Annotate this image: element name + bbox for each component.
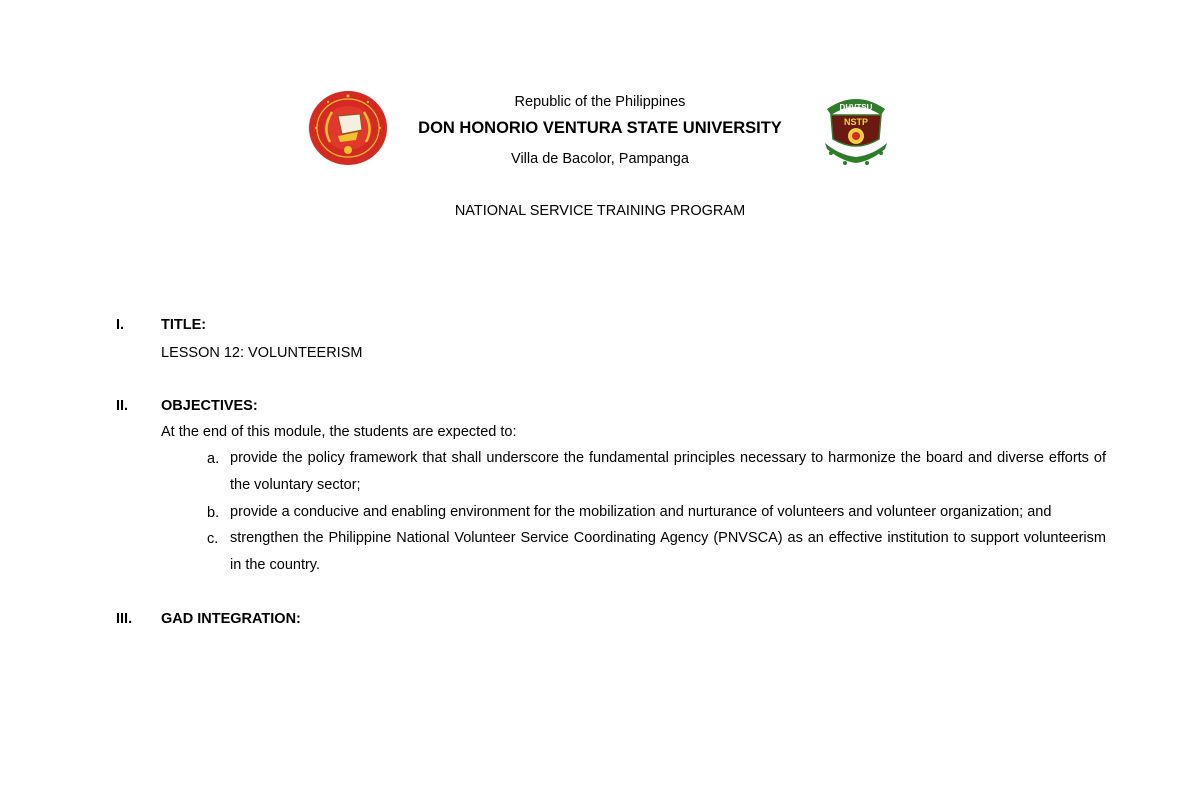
section-heading-gad: GAD INTEGRATION: — [161, 611, 301, 627]
section-heading-objectives: OBJECTIVES: — [161, 398, 258, 414]
section-number: III. — [116, 611, 133, 627]
objectives-intro: At the end of this module, the students are expected to: — [161, 424, 517, 440]
objective-item: strengthen the Philippine National Volunteer Service Coordinating Agency (PNVSCA) as an effective institution to support volunteerism in the country. — [230, 530, 1106, 573]
university-name: DON HONORIO VENTURA STATE UNIVERSITY — [418, 119, 782, 137]
objective-marker: a. — [207, 451, 220, 467]
section-number: II. — [116, 398, 129, 414]
objective-item: provide the policy framework that shall underscore the fundamental principles necessary to harmonize the board and diverse efforts of the voluntary sector; — [230, 450, 1106, 493]
program-title: NATIONAL SERVICE TRAINING PROGRAM — [454, 203, 746, 219]
objective-marker: c. — [207, 531, 219, 547]
logo-shield-text: NSTP — [843, 117, 869, 127]
university-location: Villa de Bacolor, Pampanga — [511, 151, 689, 167]
nstp-emblem-icon — [819, 89, 893, 167]
section-number: I. — [116, 317, 125, 333]
section-heading-title: TITLE: — [161, 317, 207, 333]
university-seal-icon — [308, 90, 388, 166]
logo-ring-text: DHVTSU — [839, 103, 873, 112]
objective-marker: b. — [207, 505, 220, 521]
lesson-title: LESSON 12: VOLUNTEERISM — [161, 345, 363, 361]
objective-item: provide a conducive and enabling environment for the mobilization and nurturance of volunteers and volunteer organization; and — [230, 504, 1052, 520]
republic-label: Republic of the Philippines — [514, 94, 686, 110]
